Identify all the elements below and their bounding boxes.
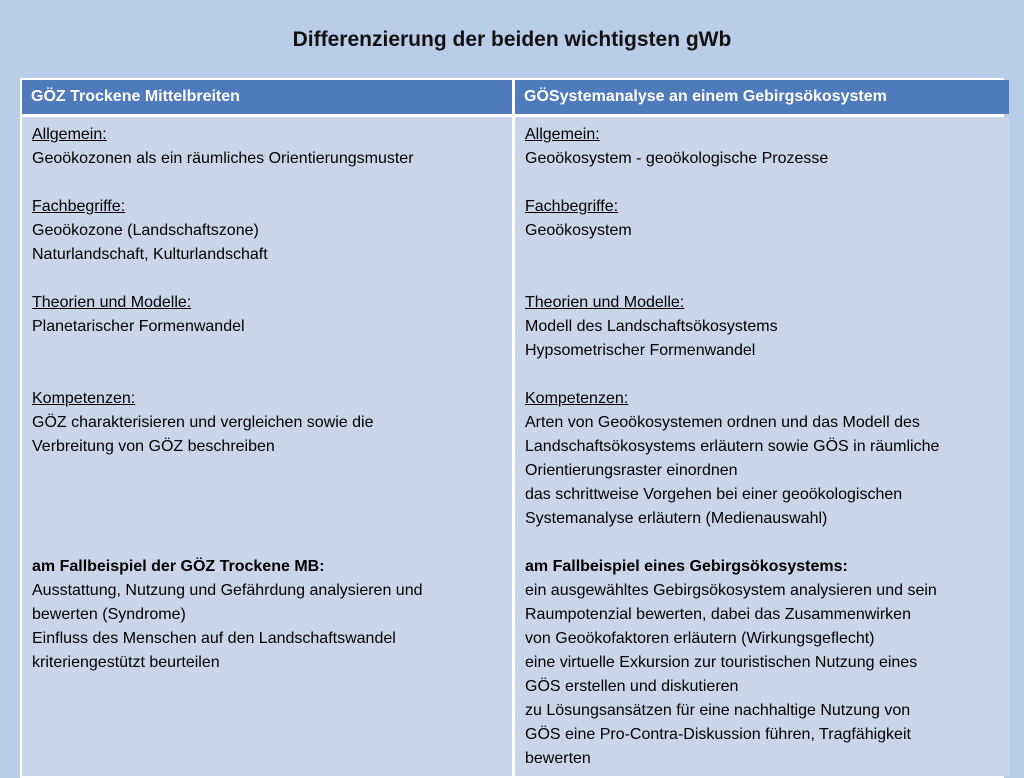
left-kompetenzen-line: GÖZ charakterisieren und vergleichen sowie die [32, 414, 374, 431]
right-fachbegriffe-label: Fachbegriffe: [525, 198, 619, 215]
right-fallbeispiel-line: GÖS erstellen und diskutieren [525, 678, 739, 695]
comparison-table [20, 78, 1004, 778]
right-kompetenzen-line: Arten von Geoökosystemen ordnen und das Modell des [525, 414, 920, 431]
left-fachbegriffe-line: Geoökozone (Landschaftszone) [32, 222, 259, 239]
right-kompetenzen-line: Systemanalyse erläutern (Medienauswahl) [525, 510, 828, 527]
left-fallbeispiel-line: Einfluss des Menschen auf den Landschaftswandel [32, 630, 396, 647]
left-kompetenzen-line: Verbreitung von GÖZ beschreiben [32, 438, 275, 455]
right-kompetenzen-label: Kompetenzen: [525, 390, 629, 407]
right-allgemein-line: Geoökosystem - geoökologische Prozesse [525, 150, 829, 167]
left-fallbeispiel-label: am Fallbeispiel der GÖZ Trockene MB: [32, 558, 325, 575]
right-kompetenzen-line: Landschaftsökosystems erläutern sowie GÖS in räumliche [525, 438, 940, 455]
left-fachbegriffe-label: Fachbegriffe: [32, 198, 126, 215]
right-theorien-line: Hypsometrischer Formenwandel [525, 342, 756, 359]
cell-right [515, 117, 1009, 776]
right-fallbeispiel-line: eine virtuelle Exkursion zur touristischen Nutzung eines [525, 654, 918, 671]
slide-title: Differenzierung der beiden wichtigsten gWb [292, 28, 732, 51]
left-kompetenzen-label: Kompetenzen: [32, 390, 136, 407]
left-fallbeispiel-line: kriteriengestützt beurteilen [32, 654, 220, 671]
right-fallbeispiel-line: zu Lösungsansätzen für eine nachhaltige Nutzung von [525, 702, 911, 719]
right-kompetenzen-line: Orientierungsraster einordnen [525, 462, 738, 479]
left-fallbeispiel-line: Ausstattung, Nutzung und Gefährdung analysieren und [32, 582, 423, 599]
header-left: GÖZ Trockene Mittelbreiten [22, 80, 512, 114]
left-fachbegriffe-line: Naturlandschaft, Kulturlandschaft [32, 246, 268, 263]
left-theorien-line: Planetarischer Formenwandel [32, 318, 245, 335]
left-allgemein-line: Geoökozonen als ein räumliches Orientierungsmuster [32, 150, 414, 167]
cell-left [22, 117, 512, 776]
header-right: GÖSystemanalyse an einem Gebirgsökosystem [515, 80, 1009, 114]
right-fallbeispiel-line: Raumpotenzial bewerten, dabei das Zusammenwirken [525, 606, 911, 623]
right-fallbeispiel-line: ein ausgewähltes Gebirgsökosystem analysieren und sein [525, 582, 937, 599]
right-theorien-line: Modell des Landschaftsökosystems [525, 318, 778, 335]
right-theorien-label: Theorien und Modelle: [525, 294, 685, 311]
left-theorien-label: Theorien und Modelle: [32, 294, 192, 311]
right-fallbeispiel-line: GÖS eine Pro-Contra-Diskussion führen, Tragfähigkeit [525, 726, 911, 743]
left-fallbeispiel-line: bewerten (Syndrome) [32, 606, 186, 623]
right-allgemein-label: Allgemein: [525, 126, 600, 143]
right-fallbeispiel-line: bewerten [525, 750, 591, 767]
right-fallbeispiel-line: von Geoökofaktoren erläutern (Wirkungsgeflecht) [525, 630, 875, 647]
left-allgemein-label: Allgemein: [32, 126, 107, 143]
right-fallbeispiel-label: am Fallbeispiel eines Gebirgsökosystems: [525, 558, 848, 575]
right-fachbegriffe-line: Geoökosystem [525, 222, 632, 239]
right-kompetenzen-line: das schrittweise Vorgehen bei einer geoökologischen [525, 486, 903, 503]
